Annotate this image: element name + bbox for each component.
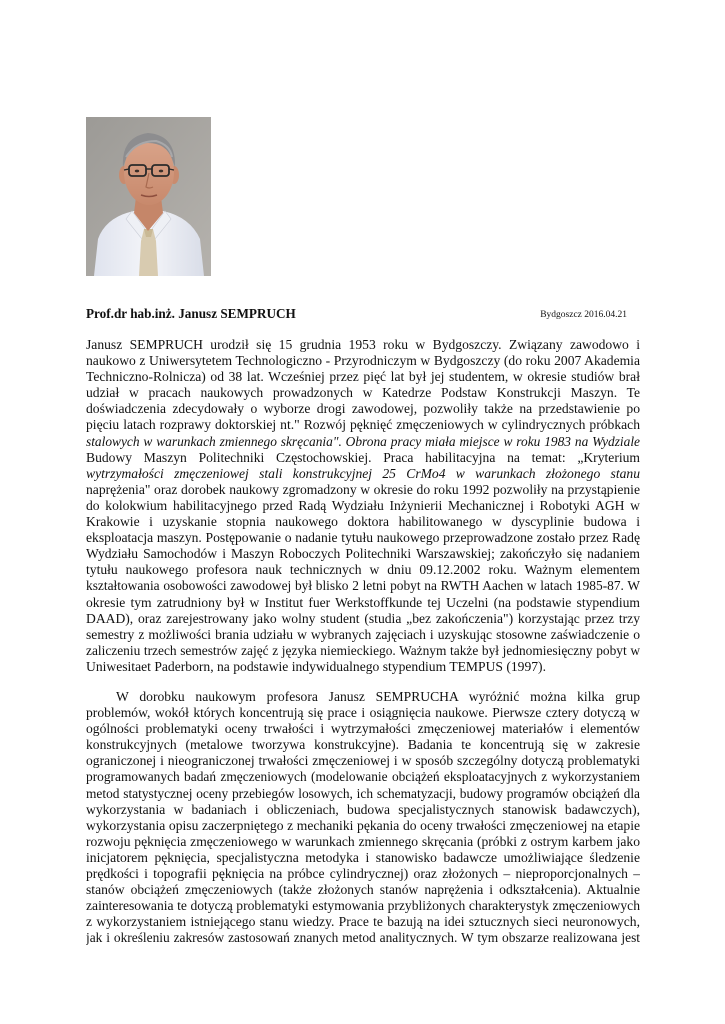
biography-paragraph [86, 337, 640, 675]
paragraph-line: stanów obciążeń zmęczeniowych (także złożonych stanów naprężenia i odkształcenia). Aktualnie [86, 882, 640, 898]
paragraph-line: naprężenia" oraz dorobek naukowy zgromadzony w okresie do roku 1992 pozwoliły na przystąpienie [86, 481, 640, 497]
paragraph-line: rozwoju pęknięcia zmęczeniowego w warunkach zmiennego skręcania (próbki z ostrym karbem jako [86, 833, 640, 849]
heading-line [86, 306, 641, 326]
paragraph-line: tytułu naukowego profesora nauk technicznych w dniu 09.12.2002 roku. Ważnym elementem [86, 562, 640, 578]
paragraph-line: programowanych badań zmęczeniowych (modelowanie obciążeń eksploatacyjnych z wykorzystaniem [86, 769, 640, 785]
paragraph-line: DAAD), oraz zarejestrowany jako wolny student (studia „bez zakończenia") korzystając przez trzy [86, 610, 640, 626]
paragraph-line: zainteresowania te dotyczą problematyki estymowania przybliżonych charakterystyk zmęczeniowych [86, 898, 640, 914]
paragraph-line: semestry z możliwości brania udziału w wybranych zajęciach i uzyskując stosowne zaświadczenie o [86, 626, 640, 642]
place-and-date: Bydgoszcz 2016.04.21 [540, 310, 627, 320]
paragraph-line: prędkości i topografii pęknięcia na próbce cylindrycznej) oraz złożonych – nieproporcjonalnych – [86, 866, 640, 882]
paragraph-line: jak i określeniu zakresów zastosowań znanych metod analitycznych. W tym obszarze realizowana jest [86, 930, 640, 946]
paragraph-line: ogólności problematyki oceny trwałości i wytrzymałości zmęczeniowej materiałów i elementów [86, 721, 640, 737]
research-paragraph [86, 689, 640, 947]
paragraph-line: wykorzystania w badaniach i obliczeniach, budowa specjalistycznych stanowisk badawczych), [86, 801, 640, 817]
paragraph-line: wykorzystania opisu zaczerpniętego z mechaniki pękania do oceny trwałości zmęczeniowej na etapie [86, 817, 640, 833]
paragraph-line: W dorobku naukowym profesora Janusz SEMPRUCHA wyróżnić można kilka grup [116, 689, 640, 704]
paragraph-line: ograniczonej i nieograniczonej trwałości zmęczeniowej i w sposób szczególny dotyczą problematyki [86, 753, 640, 769]
paragraph-line: wytrzymałości zmęczeniowej stali konstrukcyjnej 25 CrMo4 w warunkach złożonego stanu [86, 465, 640, 481]
paragraph-line: eksploatacja maszyn. Postępowanie o nadanie tytułu naukowego przeprowadzone zostało przez Radę [86, 530, 640, 546]
paragraph-line: Wydziału Samochodów i Maszyn Roboczych Politechniki Warszawskiej; zakończyło się nadaniem [86, 546, 640, 562]
paragraph-line: do kolokwium habilitacyjnego przed Radą Wydziału Inżynierii Mechanicznej i Robotyki AGH w [86, 497, 640, 513]
paragraph-line: konstrukcyjnych (metalowe tworzywa konstrukcyjne). Badania te koncentrują się w zakresie [86, 737, 640, 753]
paragraph-line: Techniczno-Rolnicza) od 38 lat. Wcześniej przez pięć lat był jej studentem, w okresie studiów brał [86, 369, 640, 385]
paragraph-line: stalowych w warunkach zmiennego skręcania". Obrona pracy miała miejsce w roku 1983 na Wydziale [86, 433, 640, 449]
paragraph-line: Krakowie i uzyskanie stopnia naukowego doktora habilitowanego w dyscyplinie budowa i [86, 514, 640, 530]
paragraph-line: Budowy Maszyn Politechniki Częstochowskiej. Praca habilitacyjna na temat: „Kryterium [86, 449, 640, 465]
paragraph-line: metod statystycznej oceny przebiegów losowych, ich schematyzacji, budowy programów obciążeń dla [86, 785, 640, 801]
paragraph-line: udział w pracach naukowych prowadzonych w Katedrze Podstaw Konstrukcji Maszyn. Te [86, 385, 640, 401]
paragraph-line: Uniwesitaet Paderborn, na podstawie indywidualnego stypendium TEMPUS (1997). [86, 658, 546, 674]
paragraph-line: problemów, wokół których koncentrują się prace i osiągnięcia naukowe. Pierwsze cztery dotyczą w [86, 705, 640, 721]
paragraph-line: Janusz SEMPRUCH urodził się 15 grudnia 1953 roku w Bydgoszczy. Związany zawodowo i [86, 337, 640, 352]
portrait-photo [86, 117, 211, 276]
paragraph-line: kształtowania osobowości zawodowej był blisko 2 letni pobyt na RWTH Aachen w latach 1985-87. W [86, 578, 640, 594]
paragraph-line: okresie tym zatrudniony był w Institut fuer Werkstoffkunde tej Uczelni (na podstawie stypendium [86, 594, 640, 610]
paragraph-line: pięciu latach rozprawy doktorskiej nt." Rozwój pęknięć zmęczeniowych w cylindrycznych próbkach [86, 417, 640, 433]
person-name-title: Prof.dr hab.inż. Janusz SEMPRUCH [86, 306, 296, 321]
paragraph-line: naukowo z Uniwersytetem Technologiczno - Przyrodniczym w Bydgoszczy (do roku 2007 Akademia [86, 353, 640, 369]
paragraph-line: z wykorzystaniem istniejącego stanu wiedzy. Prace te bazują na idei sztucznych sieci neuronowych, [86, 914, 640, 930]
paragraph-line: doświadczenia zdecydowały o wyborze drogi zawodowej, pozwoliły także na przedstawienie po [86, 401, 640, 417]
paragraph-line: zaliczeniu trzech semestrów zajęć z języka niemieckiego. Ważnym także był jednomiesięczny pobyt w [86, 642, 640, 658]
paragraph-line: inicjatorem pęknięcia, specjalistyczna metodyka i stanowisko badawcze umożliwiające śledzenie [86, 849, 640, 865]
